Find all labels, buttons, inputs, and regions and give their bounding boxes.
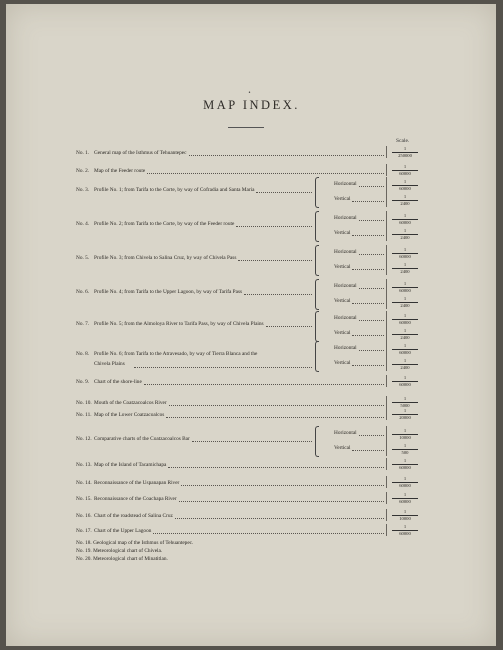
index-entry [76,528,151,534]
bracket [315,341,319,372]
entry-description: Profile No. 5; from the Almoloya River to Tarifa Pass, by way of Chivela Plains [94,321,264,327]
scale-fraction [390,262,420,274]
entry-number: No. 2. [76,168,90,174]
dot-leader [238,260,312,261]
index-entry [76,150,187,156]
dot-leader [352,269,384,270]
index-entry [76,496,177,502]
scale-column-rule [386,164,387,176]
dot-leader [352,335,384,336]
scale-numerator: 1 [403,358,407,363]
scale-denominator: 60000 [399,220,411,225]
horizontal-scale-label: Horizontal [334,283,357,289]
bracket [315,426,319,457]
entry-number: No. 8. [76,351,90,357]
scale-denominator: 2400 [400,201,410,206]
scale-column-rule [386,408,387,420]
entry-description: Map of the Island of Tacamichapa [94,462,167,468]
scale-fraction [390,328,420,340]
index-entry [76,412,164,418]
vertical-scale-label: Vertical [334,230,351,236]
entry-description: Profile No. 2; from Tarifa to the Corte, by way of the Feeder route [94,221,235,227]
scale-numerator: 1 [403,228,407,233]
scale-fraction [390,358,420,370]
entry-number: No. 1. [76,150,90,156]
scale-fraction [390,281,420,293]
index-entry [76,379,142,385]
vertical-scale-label: Vertical [334,196,351,202]
scale-numerator: 1 [403,247,407,252]
scale-numerator: 1 [403,281,407,286]
entry-number: No. 6. [76,289,90,295]
dot-leader [169,405,384,406]
entry-number: No. 9. [76,379,90,385]
scale-numerator: 1 [403,443,407,448]
entry-number: No. 3. [76,187,90,193]
entry-description: Comparative charts of the Coatzacoalcos Bar [94,436,190,442]
vertical-scale-label: Vertical [334,330,351,336]
scale-column-rule [386,524,387,536]
dot-leader [352,450,384,451]
scale-numerator: 1 [403,213,407,218]
index-entry [76,351,258,367]
entry-number: No. 14. [76,480,92,486]
index-entry [76,480,179,486]
entry-description-continued: Chivela Plains [94,361,125,367]
scale-numerator: 1 [403,146,407,151]
dot-leader [189,155,385,156]
scale-numerator: 1 [403,194,407,199]
dot-leader [359,320,384,321]
scale-denominator: 60000 [399,186,411,191]
horizontal-scale-label: Horizontal [334,249,357,255]
scale-column-rule [386,341,387,371]
scale-denominator: 2400 [400,235,410,240]
scale-column-rule [386,311,387,341]
dot-leader [359,350,384,351]
scale-numerator: 1 [403,396,407,401]
scale-fraction [390,213,420,225]
scale-numerator: 1 [403,375,407,380]
scale-denominator: 60000 [399,531,411,536]
scale-fraction [390,179,420,191]
dot-leader [352,365,384,366]
entry-number: No. 13. [76,462,92,468]
scale-heading: Scale. [396,138,410,144]
dot-leader [144,384,384,385]
scale-numerator: 1 [403,428,407,433]
scale-numerator: 1 [403,524,407,529]
scale-numerator: 1 [403,164,407,169]
entry-description: Reconnaissance of the Uspanapan River [94,480,180,486]
entry-description: Profile No. 3; from Chivela to Salina Cruz, by way of Chivela Pass [94,255,237,261]
scale-denominator: 60000 [399,320,411,325]
index-entry [76,168,145,174]
entry-number: No. 16. [76,513,92,519]
dot-leader [352,201,384,202]
scale-column-rule [386,279,387,309]
scale-fraction [390,343,420,355]
scale-column-rule [386,426,387,456]
dot-leader [181,485,384,486]
horizontal-scale-label: Horizontal [334,181,357,187]
entry-description: Chart of the Upper Lagoon [94,528,152,534]
scale-column-rule [386,492,387,504]
scale-numerator: 1 [403,262,407,267]
scale-denominator: 10000 [399,516,411,521]
dot-leader [359,186,384,187]
dot-leader [359,254,384,255]
scale-fraction [390,247,420,259]
scale-fraction [390,164,420,176]
dot-leader [352,235,384,236]
entry-number: No. 17. [76,528,92,534]
scale-denominator: 2400 [400,335,410,340]
entry-description: Profile No. 6; from Tarifa to the Atravesado, by way of Tierra Blanca and the [94,351,258,357]
entry-number: No. 5. [76,255,90,261]
dot-leader [192,441,312,442]
scale-numerator: 1 [403,179,407,184]
entry-description: Map of the Feeder route [94,168,146,174]
scale-denominator: 60000 [399,288,411,293]
index-entry [76,221,234,227]
index-entry-plain: No. 20. Meteorological chart of Minatitlan. [76,556,168,562]
dot-leader [147,173,384,174]
scale-fraction [390,146,420,158]
scale-denominator: 500 [401,450,409,455]
dot-leader [166,417,384,418]
dot-leader [153,533,384,534]
dot-leader [244,294,312,295]
horizontal-scale-label: Horizontal [334,345,357,351]
page-mark: • [248,90,251,96]
scale-denominator: 2400 [400,303,410,308]
scale-denominator: 2400 [400,269,410,274]
scale-denominator: 60000 [399,382,411,387]
scale-denominator: 2400 [400,365,410,370]
scale-fraction [390,443,420,455]
scale-denominator: 60000 [399,483,411,488]
scale-column-rule [386,146,387,158]
scale-fraction [390,509,420,521]
scale-column-rule [386,245,387,275]
dot-leader [359,435,384,436]
scale-denominator: 60000 [399,350,411,355]
index-entry [76,462,166,468]
scale-fraction [390,296,420,308]
dot-leader [134,367,312,368]
title-rule [228,127,264,128]
scale-numerator: 1 [403,343,407,348]
scale-fraction [390,408,420,420]
scale-fraction [390,228,420,240]
dot-leader [352,303,384,304]
scale-fraction [390,476,420,488]
index-entry-plain: No. 18. Geological map of the Isthmus of Tehuantepec. [76,540,194,546]
scale-numerator: 1 [403,509,407,514]
vertical-scale-label: Vertical [334,264,351,270]
index-entry [76,436,190,442]
scale-denominator: 60000 [399,171,411,176]
index-entry-plain: No. 19. Meteorological chart of Chivela. [76,548,163,554]
entry-number: No. 11. [76,412,92,418]
dot-leader [256,192,312,193]
entry-description: General map of the Isthmus of Tehuantepec [94,150,187,156]
scale-fraction [390,524,420,536]
scale-column-rule [386,476,387,488]
horizontal-scale-label: Horizontal [334,430,357,436]
scale-column-rule [386,458,387,470]
scale-column-rule [386,375,387,387]
entry-number: No. 12. [76,436,92,442]
dot-leader [168,467,384,468]
index-entry [76,400,167,406]
entry-description: Reconnaissance of the Coachapa River [94,496,177,502]
scale-denominator: 60000 [399,499,411,504]
index-entry [76,289,242,295]
scale-fraction [390,375,420,387]
bracket [315,211,319,242]
scale-denominator: 5000 [400,403,410,408]
scale-column-rule [386,177,387,207]
index-entry [76,187,254,193]
scale-column-rule [386,211,387,241]
entry-description: Chart of the roadstead of Salina Cruz [94,513,173,519]
entry-number: No. 10. [76,400,92,406]
scale-denominator: 60000 [399,254,411,259]
scale-fraction [390,428,420,440]
dot-leader [359,220,384,221]
scale-denominator: 20000 [399,415,411,420]
dot-leader [175,518,384,519]
dot-leader [236,226,312,227]
scale-numerator: 1 [403,492,407,497]
scale-fraction [390,194,420,206]
scale-fraction [390,313,420,325]
scale-fraction [390,396,420,408]
vertical-scale-label: Vertical [334,445,351,451]
bracket [315,311,319,342]
index-entry [76,513,173,519]
scale-denominator: 250000 [398,153,412,158]
scale-fraction [390,458,420,470]
entry-description: Chart of the shore-line [94,379,142,385]
horizontal-scale-label: Horizontal [334,215,357,221]
dot-leader [179,501,384,502]
index-entry [76,255,236,261]
entry-number: No. 15. [76,496,92,502]
entry-description: Profile No. 4; from Tarifa to the Upper Lagoon, by way of Tarifa Pass [94,289,243,295]
index-entry [76,321,264,327]
vertical-scale-label: Vertical [334,298,351,304]
dot-leader [266,326,312,327]
scale-fraction [390,492,420,504]
scale-denominator: 60000 [399,465,411,470]
entry-number: No. 7. [76,321,90,327]
dot-leader [359,288,384,289]
scale-numerator: 1 [403,458,407,463]
bracket [315,177,319,208]
bracket [315,245,319,276]
page-title: MAP INDEX. [203,98,300,112]
entry-description: Profile No. 1; from Tarifa to the Corte, by way of Cofradia and Santa Maria [94,187,255,193]
vertical-scale-label: Vertical [334,360,351,366]
horizontal-scale-label: Horizontal [334,315,357,321]
entry-description: Map of the Lower Coatzacoalcos [94,412,165,418]
scale-denominator: 10000 [399,435,411,440]
bracket [315,279,319,310]
scale-numerator: 1 [403,408,407,413]
scale-numerator: 1 [403,313,407,318]
scale-numerator: 1 [403,296,407,301]
scale-column-rule [386,509,387,521]
entry-description: Mouth of the Coatzacoalcos River [94,400,167,406]
scale-numerator: 1 [403,328,407,333]
entry-number: No. 4. [76,221,90,227]
scale-column-rule [386,396,387,408]
scale-numerator: 1 [403,476,407,481]
